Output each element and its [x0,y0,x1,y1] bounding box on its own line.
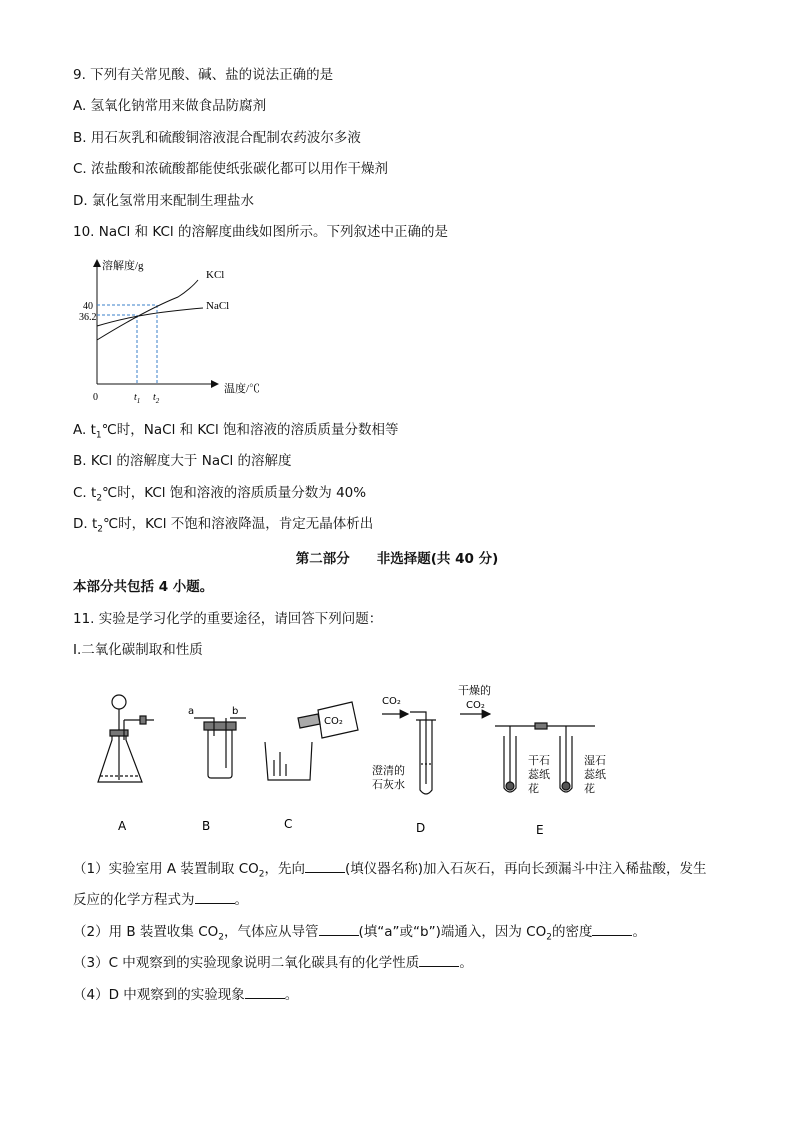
apparatus-figure [90,680,610,840]
q11-sub1-line1: （1）实验室用 A 装置制取 $CO_2$，先向 (填仪器名称)加入石灰石，再向长颈漏斗中注入稀盐酸，发生 [73,861,707,880]
apparatus-label-b: B [202,819,211,833]
apparatus-a [98,695,154,782]
apparatus-label-a: A [118,819,127,833]
q11-sub3: （3）C 中观察到的实验现象说明二氧化碳具有的化学性质 。 [73,955,473,971]
d-liquid-label-1: 澄清的 [372,764,405,777]
q10-stem: 10. NaCl 和 KCl 的溶解度曲线如图所示。下列叙述中正确的是 [73,224,448,240]
e-right-label-2: 蕊纸 [584,768,606,781]
q9-option-b: B. 用石灰乳和硫酸铜溶液混合配制农药波尔多液 [73,130,361,146]
q11-sub4: （4）D 中观察到的实验现象 。 [73,987,299,1003]
apparatus-label-d: D [416,821,426,835]
e-left-label-1: 干石 [528,754,550,767]
d-gas-label: CO₂ [382,696,401,707]
answer-blank-3[interactable] [319,922,359,936]
apparatus-label-e: E [536,823,544,837]
e-left-label-3: 花 [528,782,539,795]
nacl-curve [97,308,203,326]
answer-blank-4[interactable] [592,922,632,936]
x-axis-label: 温度/℃ [224,383,261,395]
e-right-label-3: 花 [584,782,595,795]
nacl-series-label: NaCl [206,300,230,312]
e-left-label-2: 蕊纸 [528,768,550,781]
q9-option-c: C. 浓盐酸和浓硫酸都能使纸张碳化都可以用作干燥剂 [73,161,389,177]
kcl-series-label: KCl [206,269,225,281]
b-tube-b-label: b [232,706,239,717]
e-gas-label-2: CO₂ [466,700,485,711]
q9-stem: 9. 下列有关常见酸、碱、盐的说法正确的是 [73,67,334,83]
apparatus-c [265,702,358,780]
q10-option-a: A. $t_1℃$时，NaCl 和 KCl 饱和溶液的溶质质量分数相等 [73,422,399,441]
q10-option-d: D. $t_2℃$时，KCl 不饱和溶液降温，肯定无晶体析出 [73,516,374,535]
q10-option-c: C. $t_2℃$时，KCl 饱和溶液的溶质质量分数为 40% [73,485,367,504]
x-tick-t1: $t_1$ [134,392,141,405]
q11-part1: I.二氧化碳制取和性质 [73,642,203,658]
solubility-chart [78,252,278,410]
q11-sub1-line2: 反应的化学方程式为 。 [73,892,248,908]
d-liquid-label-2: 石灰水 [372,778,405,791]
e-gas-label-1: 干燥的 [458,684,491,697]
c-bottle-label: CO₂ [324,716,343,727]
q10-option-b: B. KCl 的溶解度大于 NaCl 的溶解度 [73,453,292,469]
q11-stem: 11. 实验是学习化学的重要途径，请回答下列问题： [73,611,383,627]
y-axis-label: 溶解度/g [102,260,144,272]
e-right-label-1: 湿石 [584,754,606,767]
x-tick-t2: $t_2$ [153,392,160,405]
y-tick-36-2: 36.2 [79,312,97,323]
answer-blank-1[interactable] [305,859,345,873]
section-title: 第二部分 非选择题(共 40 分) [295,551,499,567]
apparatus-b [194,718,246,778]
b-tube-a-label: a [188,706,195,717]
section-note: 本部分共包括 4 小题。 [73,579,214,595]
answer-blank-6[interactable] [245,985,285,999]
y-tick-40: 40 [83,301,93,312]
origin-label: 0 [93,392,98,403]
answer-blank-2[interactable] [195,890,235,904]
answer-blank-5[interactable] [419,953,459,967]
apparatus-label-c: C [284,817,293,831]
q11-sub2: （2）用 B 装置收集 $CO_2$，气体应从导管 (填“a”或“b”)端通入，因为 $CO_2$的密度 。 [73,924,646,943]
q9-option-d: D. 氯化氢常用来配制生理盐水 [73,193,254,209]
q9-option-a: A. 氢氧化钠常用来做食品防腐剂 [73,98,267,114]
